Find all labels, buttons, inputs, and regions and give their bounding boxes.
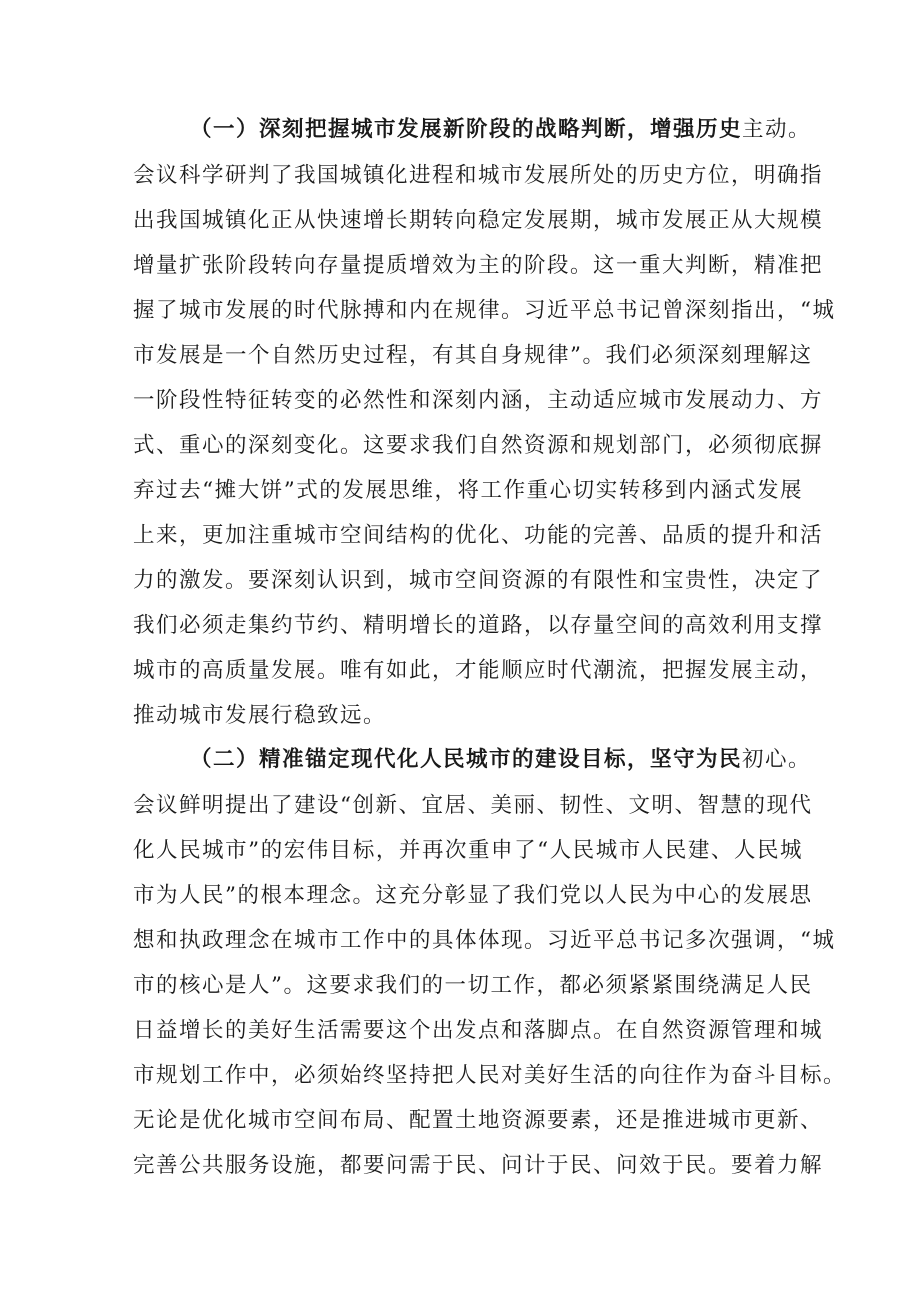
section-2-line-9: 完善公共服务设施，都要问需于民、问计于民、问效于民。要着力解: [133, 1153, 824, 1178]
section-1-line-6: 一阶段性特征转变的必然性和深刻内涵，主动适应城市发展动力、方: [133, 388, 824, 413]
section-2-heading-bold: （二）精准锚定现代化人民城市的建设目标，坚守为民: [190, 747, 743, 772]
section-2-line-7: 市规划工作中，必须始终坚持把人民对美好生活的向往作为奋斗目标。: [133, 1063, 847, 1088]
section-1-line-11: 我们必须走集约节约、精明增长的道路，以存量空间的高效利用支撑: [133, 613, 824, 638]
section-1-line-9: 上来，更加注重城市空间结构的优化、功能的完善、品质的提升和活: [133, 523, 824, 548]
section-1-line-3: 增量扩张阶段转向存量提质增效为主的阶段。这一重大判断，精准把: [133, 253, 824, 278]
section-1-line-8: 弃过去“摊大饼”式的发展思维，将工作重心切实转移到内涵式发展: [133, 478, 803, 503]
section-1-line-13: 推动城市发展行稳致远。: [133, 703, 387, 728]
section-2-line-6: 日益增长的美好生活需要这个出发点和落脚点。在自然资源管理和城: [133, 1018, 824, 1043]
section-2-line-3: 市为人民”的根本理念。这充分彰显了我们党以人民为中心的发展思: [133, 883, 813, 908]
section-2-line-8: 无论是优化城市空间布局、配置土地资源要素，还是推进城市更新、: [133, 1108, 824, 1133]
section-2-heading-tail: 初心。: [742, 747, 812, 772]
section-1-line-5: 市发展是一个自然历史过程，有其自身规律”。我们必须深刻理解这: [133, 343, 813, 368]
section-1-line-12: 城市的高质量发展。唯有如此，才能顺应时代潮流，把握发展主动，: [133, 658, 824, 683]
section-2-heading: [190, 740, 812, 780]
section-1-heading: [190, 110, 812, 150]
section-1-line-7: 式、重心的深刻变化。这要求我们自然资源和规划部门，必须彻底摒: [133, 433, 824, 458]
section-1-line-1: 会议科学研判了我国城镇化进程和城市发展所处的历史方位，明确指: [133, 163, 824, 188]
section-1-line-10: 力的激发。要深刻认识到，城市空间资源的有限性和宝贵性，决定了: [133, 568, 824, 593]
section-1-line-4: 握了城市发展的时代脉搏和内在规律。习近平总书记曾深刻指出，“城: [133, 298, 836, 323]
section-2-line-1: 会议鲜明提出了建设“创新、宜居、美丽、韧性、文明、智慧的现代: [133, 793, 813, 818]
section-1-line-2: 出我国城镇化正从快速增长期转向稳定发展期，城市发展正从大规模: [133, 208, 824, 233]
section-2-line-5: 市的核心是人”。这要求我们的一切工作，都必须紧紧围绕满足人民: [133, 973, 813, 998]
section-1-heading-tail: 主动。: [742, 117, 812, 142]
section-2-line-4: 想和执政理念在城市工作中的具体体现。习近平总书记多次强调，“城: [133, 928, 836, 953]
section-2-line-2: 化人民城市”的宏伟目标，并再次重申了“人民城市人民建、人民城: [133, 838, 803, 863]
section-1-heading-bold: （一）深刻把握城市发展新阶段的战略判断，增强历史: [190, 117, 743, 142]
